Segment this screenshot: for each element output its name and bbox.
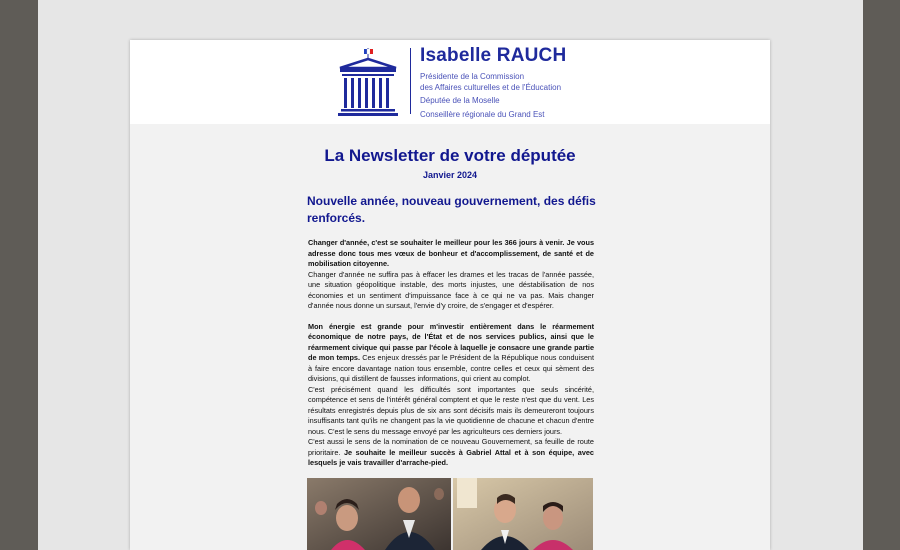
paragraph-2-bold: Mon énergie est grande pour m'investir entièrement dans le réarmement économique de notre pays, de l'État et de nos services publics, ainsi que le réarmement civique qui passe par l'école à laquelle je consacre une grande partie de mon temps.	[308, 321, 594, 362]
paragraph-3: C'est précisément quand les difficultés sont importantes que seuls sincérité, compétence et sens de l'intérêt général comptent et que le reste n'est que du vent. Les résultats enregistrés depuis plus de six ans sont décisifs mais ils demeureront toujours insuffisants tant qu'ils ne changent pas la vie quotidienne de chacune et chacun d'entre nous. C'est le sens du message envoyé par les agriculteurs ces derniers jours.	[308, 384, 594, 436]
header-divider	[410, 48, 411, 114]
article-body	[308, 238, 594, 469]
newsletter-header	[130, 40, 770, 124]
paragraph-1	[308, 238, 594, 312]
paragraph-4	[308, 437, 594, 469]
role-line-3: Députée de la Moselle	[420, 96, 500, 105]
newsletter-title: La Newsletter de votre députée	[324, 146, 576, 165]
newsletter-date: Janvier 2024	[422, 170, 478, 180]
role-line-1: Présidente de la Commission	[420, 72, 525, 81]
paragraph-4-text: C'est aussi le sens de la nomination de ce nouveau Gouvernement, sa feuille de route prioritaire.	[308, 437, 594, 457]
paragraph-4-bold: Je souhaite le meilleur succès à Gabriel Attal et à son équipe, avec lesquels je vais travailler d'arrache-pied.	[308, 447, 594, 467]
paragraph-1-text: Changer d'année ne suffira pas à effacer les drames et les tracas de l'année passée, une situation géopolitique instable, des morts injustes, une déstabilisation de nos économies et un sentiment d'impuissance face à ce qui ne va pas. Mais changer d'année nous donne un sursaut, l'envie d'y croire, de s'engager et d'espérer.	[308, 269, 594, 310]
paragraph-1-bold: Changer d'année, c'est se souhaiter le meilleur pour les 366 jours à venir. Je vous adresse donc tous mes vœux de bonheur et d'accomplissement, de santé et de mobilisation citoyenne.	[308, 238, 594, 268]
paragraph-2-text: Ces enjeux dressés par le Président de la République nous conduisent à faire encore davantage nation tous ensemble, contre celles et ceux qui sèment des divisions, qui distillent de fausses informations, qui crient au complot.	[308, 353, 594, 383]
deputy-roles	[420, 72, 561, 120]
article-headline: Nouvelle année, nouveau gouvernement, des défis renforcés.	[307, 194, 596, 225]
article-photo	[307, 478, 593, 550]
parliament-building-icon	[336, 46, 400, 118]
newsletter-page	[130, 40, 770, 550]
role-line-2: des Affaires culturelles et de l'Éducation	[420, 82, 562, 92]
deputy-name: Isabelle RAUCH	[420, 45, 567, 66]
role-line-4: Conseillère régionale du Grand Est	[420, 109, 545, 119]
paragraph-2	[308, 322, 594, 385]
